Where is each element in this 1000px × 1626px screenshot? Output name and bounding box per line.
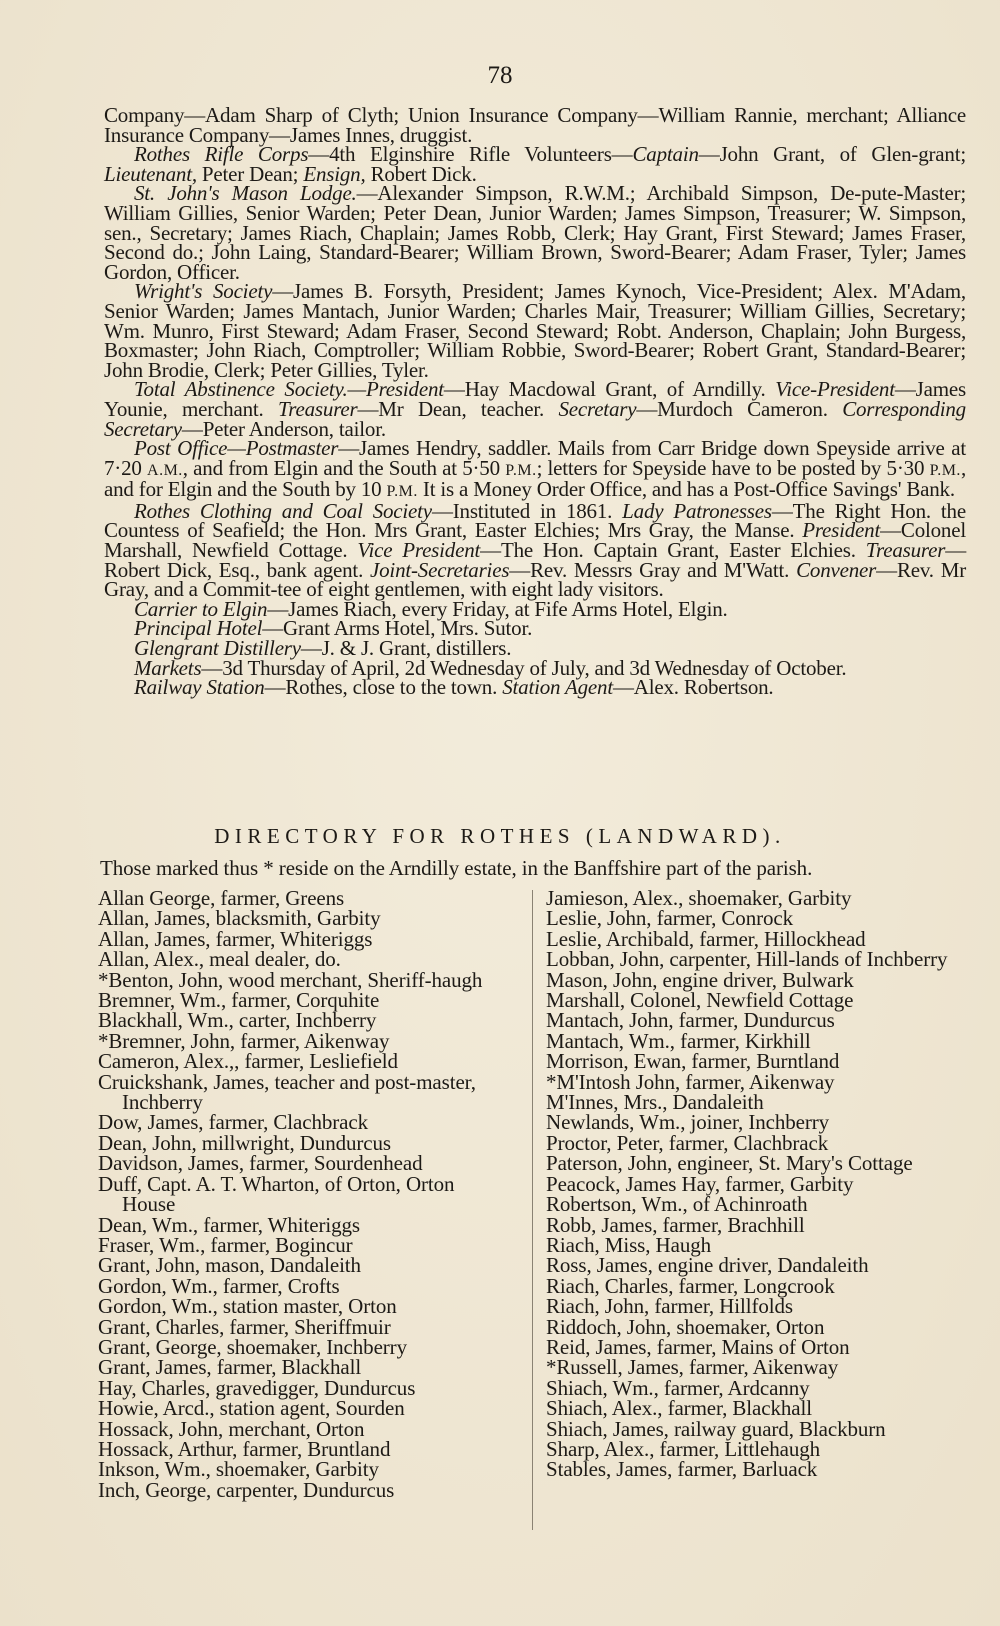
directory-entry: M'Innes, Mrs., Dandaleith xyxy=(546,1090,764,1115)
text-run: —Rev. Messrs Gray and M'Watt. xyxy=(509,557,797,582)
directory-entry: Davidson, James, farmer, Sourdenhead xyxy=(98,1151,423,1176)
italic-run: Markets xyxy=(134,655,202,680)
directory-left-column xyxy=(98,888,508,1500)
directory-entry: Stables, James, farmer, Barluack xyxy=(546,1457,818,1482)
text-run: —James B. Forsyth, President; James Kynoch, Vice-President; Alex. M'Adam, Senior Warden; James Mantach, Junior Warden; Charles Mair, Treasurer; William Gillies, Secretary; Wm. Munro, First Steward; Adam Fraser, Second Steward; Robt. Anderson, Chaplain; John Burgess, Boxmaster; John Riach, Comptroller; William Robbie, Sword-Bearer; Robert Grant, Standard-Bearer; John Brodie, Clerk; Peter Gillies, Tyler. xyxy=(104,279,966,382)
directory-entry: Robertson, Wm., of Achinroath xyxy=(546,1192,808,1217)
directory-entry: Leslie, Archibald, farmer, Hillockhead xyxy=(546,926,866,951)
italic-run: Total Abstinence Society.—President xyxy=(134,377,444,402)
directory-right-column xyxy=(546,888,956,1480)
directory-entry: Lobban, John, carpenter, Hill-lands of Inchberry xyxy=(546,947,948,972)
text-run: —Peter Anderson, tailor. xyxy=(181,416,386,441)
text-run: , and for Elgin and the South by 10 xyxy=(104,455,966,502)
text-run: —James Riach, every Friday, at Fife Arms Hotel, Elgin. xyxy=(267,596,728,621)
italic-run: Treasurer xyxy=(865,538,946,563)
italic-run: Secretary xyxy=(558,396,637,421)
directory-entry: *Bremner, John, farmer, Aikenway xyxy=(98,1028,390,1053)
directory-entry: Sharp, Alex., farmer, Littlehaugh xyxy=(546,1436,821,1461)
directory-entry: Jamieson, Alex., shoemaker, Garbity xyxy=(546,886,852,910)
directory-entry: Robb, James, farmer, Brachhill xyxy=(546,1212,805,1237)
directory-entry: Allan George, farmer, Greens xyxy=(98,886,345,910)
text-run: —Murdoch Cameron. xyxy=(636,396,843,421)
listing-paragraph xyxy=(104,377,966,441)
listing-paragraph xyxy=(104,103,966,147)
directory-entry: Morrison, Ewan, farmer, Burntland xyxy=(546,1049,840,1074)
italic-run: Treasurer xyxy=(277,396,358,421)
directory-entry: Inkson, Wm., shoemaker, Garbity xyxy=(98,1457,379,1482)
directory-entry: Shiach, James, railway guard, Blackburn xyxy=(546,1416,886,1441)
directory-heading: DIRECTORY FOR ROTHES (LANDWARD). xyxy=(214,824,786,848)
directory-entry: Inch, George, carpenter, Dundurcus xyxy=(98,1477,395,1502)
directory-entry: Ross, James, engine driver, Dandaleith xyxy=(546,1253,869,1278)
listing-paragraph xyxy=(104,675,966,700)
directory-entry: Dean, Wm., farmer, Whiteriggs xyxy=(98,1212,360,1237)
italic-run: Station Agent xyxy=(502,675,613,700)
directory-entry: Hay, Charles, gravedigger, Dundurcus xyxy=(98,1375,416,1400)
directory-entry: Duff, Capt. A. T. Wharton, of Orton, Orton House xyxy=(98,1171,455,1217)
text-run: —4th Elginshire Rifle Volunteers— xyxy=(308,142,633,167)
directory-entry: Cameron, Alex.,, farmer, Lesliefield xyxy=(98,1049,398,1074)
text-run: —Instituted in 1861. xyxy=(431,498,623,523)
directory-entry: Shiach, Wm., farmer, Ardcanny xyxy=(546,1375,810,1400)
directory-entry: *M'Intosh John, farmer, Aikenway xyxy=(546,1069,835,1094)
directory-entry: Riddoch, John, shoemaker, Orton xyxy=(546,1314,825,1339)
small-caps-run: P.M. xyxy=(386,483,418,501)
italic-run: Vice-President xyxy=(775,377,895,402)
directory-entry: Dow, James, farmer, Clachbrack xyxy=(98,1110,369,1135)
text-run: —Colonel Marshall, Newfield Cottage. xyxy=(104,518,966,563)
directory-entry: Allan, James, farmer, Whiteriggs xyxy=(98,926,373,951)
directory-entry: *Russell, James, farmer, Aikenway xyxy=(546,1355,839,1380)
directory-entry: Riach, Miss, Haugh xyxy=(546,1232,712,1257)
italic-run: Glengrant Distillery xyxy=(134,636,301,661)
directory-entry: Proctor, Peter, farmer, Clachbrack xyxy=(546,1130,829,1155)
directory-entry: Allan, James, blacksmith, Garbity xyxy=(98,906,381,931)
italic-run: Joint-Secretaries xyxy=(370,557,510,582)
directory-entry: Paterson, John, engineer, St. Mary's Cottage xyxy=(546,1151,913,1176)
text-run: —James Hendry, saddler. Mails from Carr Bridge down Speyside arrive at 7·20 xyxy=(104,436,967,480)
directory-entry: Peacock, James Hay, farmer, Garbity xyxy=(546,1171,854,1196)
italic-run: St. John's Mason Lodge. xyxy=(134,181,357,206)
directory-entry: Marshall, Colonel, Newfield Cottage xyxy=(546,988,854,1013)
directory-entry: Hossack, John, merchant, Orton xyxy=(98,1416,365,1441)
text-run: —Alexander Simpson, R.W.M.; Archibald Simpson, De-pute-Master; William Gillies, Senior Warden; Peter Dean, Junior Warden; James Simpson, Treasurer; W. Simpson, sen., Secretary; James Riach, Chaplain; James Robb, Clerk; Hay Grant, First Steward; James Fraser, Second do.; John Laing, Standard-Bearer; William Brown, Sword-Bearer; Adam Fraser, Tyler; James Gordon, Officer. xyxy=(104,181,966,284)
listing-paragraph xyxy=(104,279,966,382)
directory-note: Those marked thus * reside on the Arndilly estate, in the Banffshire part of the parish. xyxy=(100,856,813,880)
text-run: —Alex. Robertson. xyxy=(612,675,774,700)
directory-entry: Blackhall, Wm., carter, Inchberry xyxy=(98,1008,377,1033)
directory-entry: Bremner, Wm., farmer, Corquhite xyxy=(98,988,380,1013)
directory-entry: Reid, James, farmer, Mains of Orton xyxy=(546,1334,850,1359)
listing-paragraph xyxy=(104,436,967,502)
italic-run: Rothes Rifle Corps xyxy=(134,142,309,167)
italic-run: Corresponding Secretary xyxy=(104,396,966,441)
italic-run: Carrier to Elgin xyxy=(134,596,268,621)
directory-entry: Dean, John, millwright, Dundurcus xyxy=(98,1130,391,1155)
directory-entry: Grant, George, shoemaker, Inchberry xyxy=(98,1334,407,1359)
text-run: —John Grant, of Glen-grant; xyxy=(698,142,966,167)
italic-run: Post Office—Postmaster xyxy=(134,436,339,461)
directory-entry: Mason, John, engine driver, Bulwark xyxy=(546,967,854,992)
directory-entry: *Benton, John, wood merchant, Sheriff-haugh xyxy=(98,967,483,992)
directory-entry: Hossack, Arthur, farmer, Bruntland xyxy=(98,1436,391,1461)
text-run: Company—Adam Sharp of Clyth; Union Insurance Company—William Rannie, merchant; Alliance Insurance Company—James Innes, druggist. xyxy=(104,103,966,147)
italic-run: Railway Station xyxy=(134,675,265,700)
italic-run: Principal Hotel xyxy=(134,616,263,641)
society-listings xyxy=(104,103,967,700)
text-run: , and from Elgin and the South at 5·50 xyxy=(182,455,506,480)
small-caps-run: P.M. xyxy=(505,461,537,479)
text-run: Peter Dean; xyxy=(196,161,304,186)
text-run: —Mr Dean, teacher. xyxy=(357,396,559,421)
directory-entry: Grant, John, mason, Dandaleith xyxy=(98,1253,361,1278)
directory-entry: Grant, Charles, farmer, Sheriffmuir xyxy=(98,1314,391,1339)
italic-run: Lieutenant, xyxy=(104,161,197,186)
directory-entry: Riach, Charles, farmer, Longcrook xyxy=(546,1273,835,1298)
directory-entry: Gordon, Wm., station master, Orton xyxy=(98,1294,397,1319)
listing-paragraph xyxy=(104,498,967,602)
small-caps-run: P.M. xyxy=(929,461,961,479)
text-run: —J. & J. Grant, distillers. xyxy=(300,636,512,661)
directory-entry: Shiach, Alex., farmer, Blackhall xyxy=(546,1396,812,1421)
italic-run: Captain xyxy=(632,142,699,167)
directory-entry: Newlands, Wm., joiner, Inchberry xyxy=(546,1110,830,1135)
page-number: 78 xyxy=(487,62,513,89)
italic-run: Wright's Society xyxy=(134,279,273,304)
italic-run: Rothes Clothing and Coal Society xyxy=(134,498,432,523)
directory-entry: Grant, James, farmer, Blackhall xyxy=(98,1355,362,1380)
column-divider xyxy=(532,890,533,1530)
italic-run: Lady Patronesses xyxy=(622,498,772,523)
italic-run: Convener xyxy=(796,557,877,582)
italic-run: President xyxy=(802,518,881,543)
listing-paragraph xyxy=(104,142,966,186)
text-run: —Rothes, close to the town. xyxy=(264,675,503,700)
listing-paragraph xyxy=(104,181,966,284)
text-run: —Hay Macdowal Grant, of Arndilly. xyxy=(443,377,776,402)
directory-entry: Cruickshank, James, teacher and post-master, Inchberry xyxy=(98,1069,476,1115)
small-caps-run: A.M. xyxy=(147,461,183,479)
text-run: —The Hon. Captain Grant, Easter Elchies. xyxy=(480,538,866,563)
directory-entry: Mantach, Wm., farmer, Kirkhill xyxy=(546,1028,811,1053)
text-run: It is a Money Order Office, and has a Post-Office Savings' Bank. xyxy=(417,477,955,502)
italic-run: Ensign, xyxy=(303,161,366,186)
directory-entry: Howie, Arcd., station agent, Sourden xyxy=(98,1396,405,1421)
text-run: —Grant Arms Hotel, Mrs. Sutor. xyxy=(262,616,533,641)
text-run: —Rev. Mr Gray, and a Commit-tee of eight gentlemen, with eight lady visitors. xyxy=(104,557,967,602)
directory-entry: Allan, Alex., meal dealer, do. xyxy=(98,947,341,972)
text-run: Robert Dick. xyxy=(365,161,477,186)
directory-entry: Leslie, John, farmer, Conrock xyxy=(546,906,794,931)
text-run: —Robert Dick, Esq., bank agent. xyxy=(104,538,966,582)
directory-entry: Gordon, Wm., farmer, Crofts xyxy=(98,1273,340,1298)
italic-run: Vice President xyxy=(357,538,481,563)
directory-entry: Fraser, Wm., farmer, Bogincur xyxy=(98,1232,353,1257)
text-run: —3d Thursday of April, 2d Wednesday of July, and 3d Wednesday of October. xyxy=(201,655,847,680)
directory-entry: Mantach, John, farmer, Dundurcus xyxy=(546,1008,835,1033)
text-run: —James Younie, merchant. xyxy=(104,377,966,421)
directory-entry: Riach, John, farmer, Hillfolds xyxy=(546,1294,793,1319)
text-run: ; letters for Speyside have to be posted by 5·30 xyxy=(536,455,930,480)
text-run: —The Right Hon. the Countess of Seafield; the Hon. Mrs Grant, Easter Elchies; Mrs Gray, the Manse. xyxy=(104,498,966,543)
